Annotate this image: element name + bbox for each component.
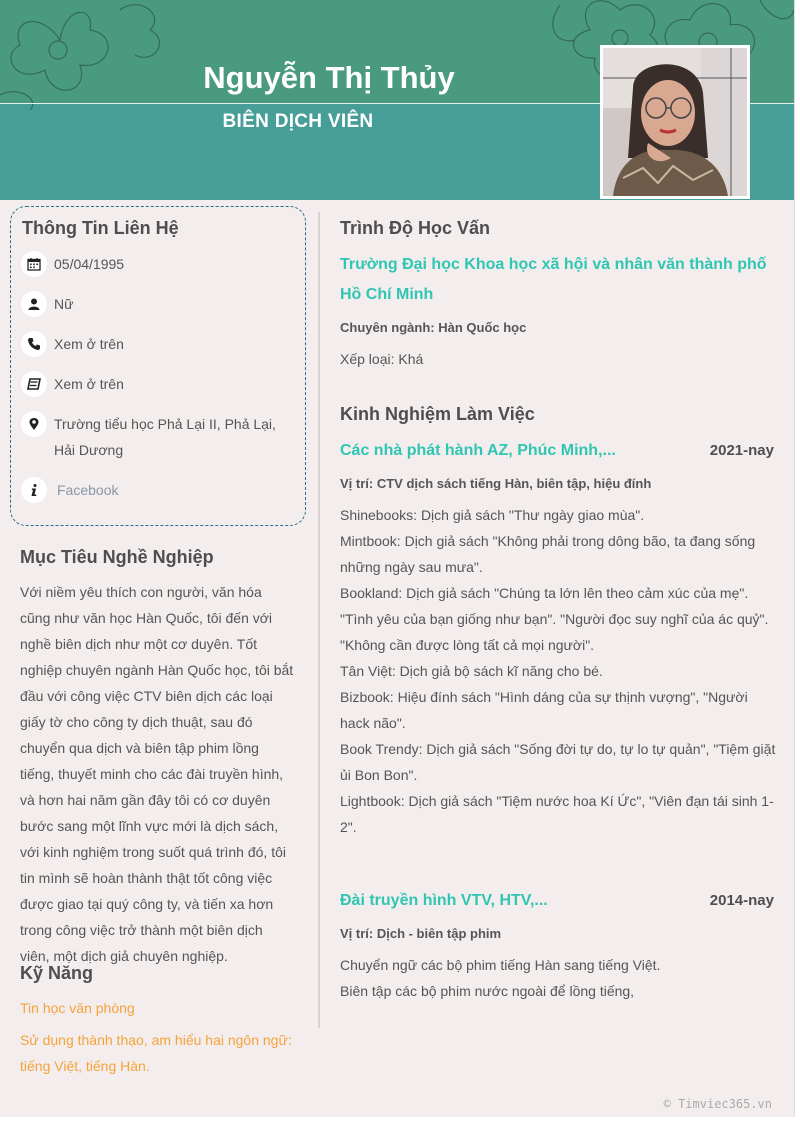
phone-icon xyxy=(21,331,47,357)
profile-photo xyxy=(600,45,750,199)
job-description xyxy=(340,502,776,840)
contact-item-phone xyxy=(21,331,124,357)
career-goal-text: Với niềm yêu thích con người, văn hóa cũng như văn học Hàn Quốc, tôi đến với nghề biên dịch như một cơ duyên. Tốt nghiệp chuyên ngành Hàn Quốc học, tôi bắt đầu với công việc CTV biên dịch các loại giấy tờ cho công ty dịch thuật, sau đó chuyển qua dịch và biên tập phim lồng tiếng, thuyết minh cho các đài truyền hình, và hơn hai năm gần đây tôi có cơ duyên bước sang một lĩnh vực mới là dịch sách, với kinh nghiệm trong suốt quá trình đó, tôi tin mình sẽ hoàn thành thật tốt công việc được giao tại quý công ty, và tiến xa hơn trong công việc trở thành một biên dịch viên, một dịch giả chuyên nghiệp. xyxy=(20,584,294,964)
job-description-line: Lightbook: Dịch giả sách "Tiệm nước hoa Kí Ức", "Viên đạn tái sinh 1-2". xyxy=(340,793,774,835)
contact-item-address xyxy=(21,411,297,463)
education-grade: Xếp loại: Khá xyxy=(340,351,424,367)
contact-item-gender xyxy=(21,291,73,317)
job-description-line: Chuyển ngữ các bộ phim tiếng Hàn sang tiếng Việt. xyxy=(340,957,661,973)
job-title: BIÊN DỊCH VIÊN xyxy=(222,111,374,132)
column-divider xyxy=(318,212,320,1028)
job-company: Các nhà phát hành AZ, Phúc Minh,... xyxy=(340,442,616,459)
contact-section-title: Thông Tin Liên Hệ xyxy=(22,218,179,238)
contact-phone-text: Xem ở trên xyxy=(54,336,124,352)
job-description-line: Bookland: Dịch giả sách "Chúng ta lớn lên theo cảm xúc của mẹ". "Tình yêu của bạn giống như bạn". "Người đọc suy nghĩ của ác quỷ". "Không cần được lòng tất cả mọi người". xyxy=(340,585,769,653)
job-description-line: Shinebooks: Dịch giả sách "Thư ngày giao mùa". xyxy=(340,507,645,523)
contact-birthday-text: 05/04/1995 xyxy=(54,256,125,272)
contact-email-text: Xem ở trên xyxy=(54,376,124,392)
info-icon xyxy=(21,477,47,503)
user-icon xyxy=(21,291,47,317)
job-company: Đài truyền hình VTV, HTV,... xyxy=(340,892,548,909)
candidate-name: Nguyễn Thị Thủy xyxy=(203,60,455,95)
job-description-line: Book Trendy: Dịch giả sách "Sống đời tự do, tự lo tự quản", "Tiệm giặt ủi Bon Bon". xyxy=(340,741,776,783)
contact-info-box xyxy=(10,206,306,526)
experience-title: Kinh Nghiệm Làm Việc xyxy=(340,404,535,424)
contact-gender-text: Nữ xyxy=(54,296,74,312)
job-description-line: Tân Việt: Dịch giả bộ sách kĩ năng cho bé. xyxy=(340,663,603,679)
job-description-line: Biên tập các bộ phim nước ngoài để lồng tiếng, xyxy=(340,983,635,999)
watermark: © Timviec365.vn xyxy=(663,1097,772,1111)
job-description-line: Bizbook: Hiệu đính sách "Hình dáng của sự thịnh vượng", "Người hack não". xyxy=(340,689,748,731)
job-position: Vị trí: Dịch - biên tập phim xyxy=(340,926,502,941)
skills-title: Kỹ Năng xyxy=(20,963,94,983)
skill-item: Sử dụng thành thạo, am hiểu hai ngôn ngữ: tiếng Việt, tiếng Hàn. xyxy=(20,1032,292,1074)
facebook-link[interactable]: Facebook xyxy=(57,482,119,498)
location-icon xyxy=(21,411,47,437)
header-banner xyxy=(0,0,794,200)
contact-item-birthday xyxy=(21,251,124,277)
job-period: 2014-nay xyxy=(709,892,774,909)
education-major: Chuyên ngành: Hàn Quốc học xyxy=(340,320,527,335)
calendar-icon xyxy=(21,251,47,277)
career-goal-title: Mục Tiêu Nghề Nghiệp xyxy=(20,547,214,567)
contact-address-text: Trường tiểu học Phả Lại II, Phả Lại, Hải Dương xyxy=(54,416,276,458)
job-period: 2021-nay xyxy=(709,442,774,459)
email-icon xyxy=(21,371,47,397)
education-title: Trình Độ Học Vấn xyxy=(340,218,491,238)
job-description-line: Mintbook: Dịch giả sách "Không phải trong dông bão, ta đang sống những ngày sau mưa". xyxy=(340,533,756,575)
contact-item-facebook[interactable] xyxy=(21,477,118,503)
contact-item-email xyxy=(21,371,124,397)
job-description xyxy=(340,952,776,1004)
skill-item: Tin học văn phòng xyxy=(20,1000,135,1016)
school-name: Trường Đại học Khoa học xã hội và nhân văn thành phố Hồ Chí Minh xyxy=(340,256,767,303)
job-position: Vị trí: CTV dịch sách tiếng Hàn, biên tập, hiệu đính xyxy=(340,476,652,491)
